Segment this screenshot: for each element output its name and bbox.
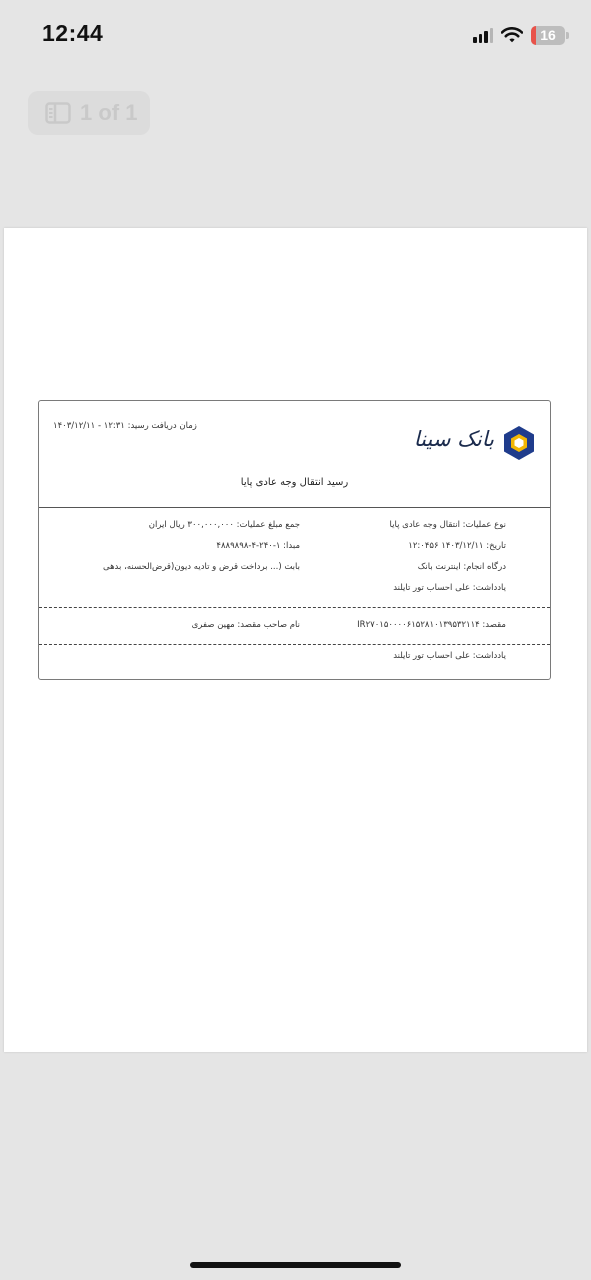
status-bar xyxy=(0,0,591,70)
receipt-time: زمان دریافت رسید: ۱۲:۳۱ - ۱۴۰۳/۱۲/۱۱ xyxy=(53,421,197,431)
operation-type: نوع عملیات: انتقال وجه عادی پایا xyxy=(389,520,506,530)
status-icons xyxy=(473,23,569,47)
origin-account: مبدا: ۱-۲۴۰-۴-۴۸۸۹۸۹۸ xyxy=(216,541,300,551)
transaction-date: تاریخ: ۱۴۰۳/۱۲/۱۱ ۱۲:۰۴۵۶ xyxy=(408,541,506,551)
header-divider xyxy=(39,507,550,508)
transaction-channel: درگاه انجام: اینترنت بانک xyxy=(417,562,506,572)
page-indicator-label: 1 of 1 xyxy=(80,100,138,125)
battery-fill xyxy=(531,26,536,45)
wifi-icon xyxy=(501,27,523,43)
page-indicator[interactable] xyxy=(28,91,150,135)
status-time: 12:44 xyxy=(42,20,104,46)
transaction-purpose: بابت (... برداخت قرض و تادیه دیون(قرض‌الحسنه، بدهی xyxy=(102,562,300,572)
total-amount: جمع مبلغ عملیات: ۳۰۰,۰۰۰,۰۰۰ ریال ایران xyxy=(148,520,300,530)
destination-account: مقصد: IR۲۷۰۱۵۰۰۰۰۶۱۵۲۸۱۰۱۳۹۵۳۲۱۱۴ xyxy=(357,620,506,630)
sidebar-icon xyxy=(45,102,71,124)
bank-name-logo: بانک سینا xyxy=(413,427,494,451)
note-second: یادداشت: علی احساب تور تایلند xyxy=(393,651,506,661)
document-page[interactable] xyxy=(4,228,587,1052)
section-divider-1 xyxy=(39,607,550,608)
battery-icon xyxy=(531,26,569,45)
battery-label: 16 xyxy=(540,27,556,43)
bank-logo-icon xyxy=(502,425,536,461)
cellular-signal-icon xyxy=(473,27,493,43)
receipt-title: رسید انتقال وجه عادی پایا xyxy=(240,477,349,488)
destination-owner: نام صاحب مقصد: مهین صفری xyxy=(191,620,300,630)
receipt-card xyxy=(38,400,551,680)
note-first: یادداشت: علی احساب تور تایلند xyxy=(393,583,506,593)
home-indicator[interactable] xyxy=(190,1262,401,1268)
section-divider-2 xyxy=(39,644,550,645)
